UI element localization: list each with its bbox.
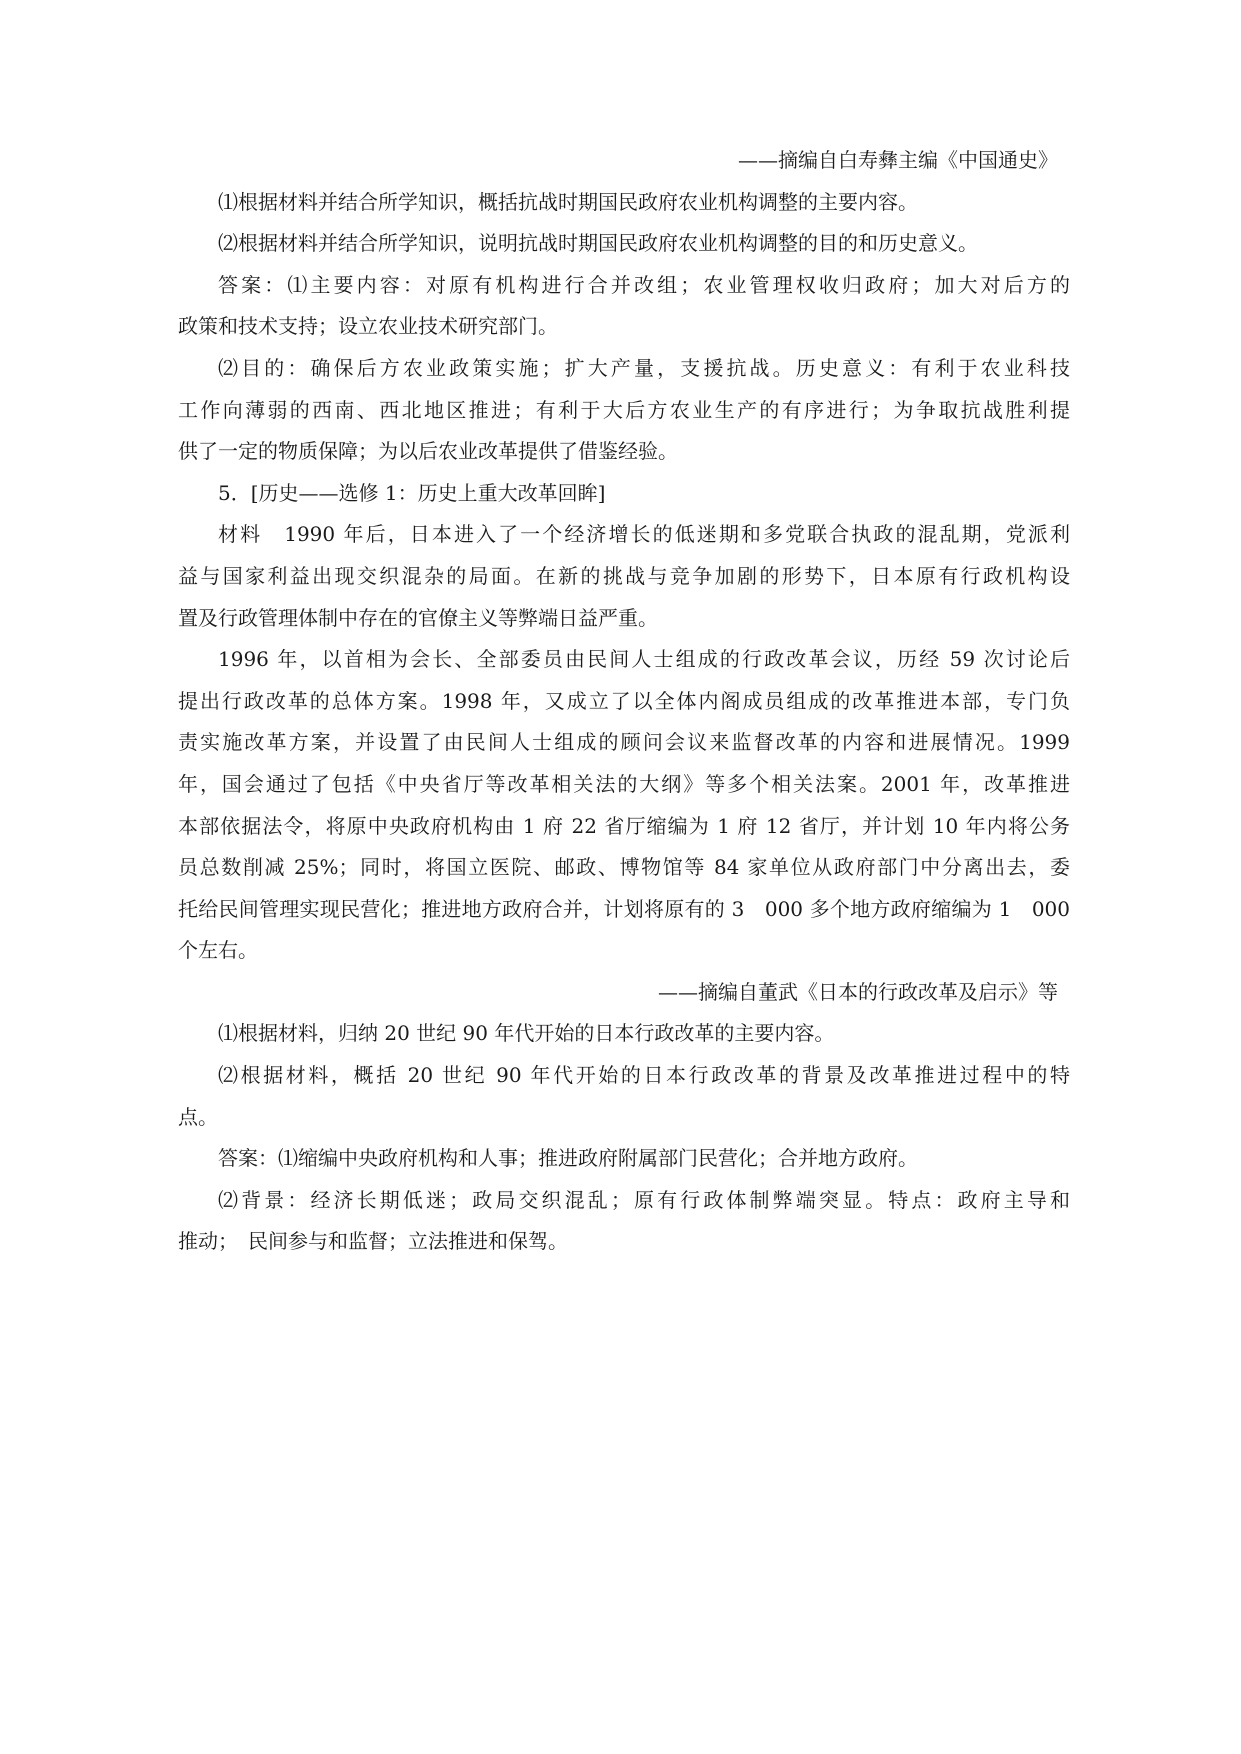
- text-line: ⑵根据材料并结合所学知识，说明抗战时期国民政府农业机构调整的目的和历史意义。: [218, 231, 978, 256]
- text-line: 答案：⑴主要内容：对原有机构进行合并改组；农业管理权收归政府；加大对后方的: [218, 272, 1070, 297]
- text-line: 政策和技术支持；设立农业技术研究部门。: [178, 314, 558, 339]
- text-line: 托给民间管理实现民营化；推进地方政府合并，计划将原有的 3 000 多个地方政府缩编为 1 000: [178, 896, 1070, 921]
- text-line: 益与国家利益出现交织混杂的局面。在新的挑战与竞争加剧的形势下，日本原有行政机构设: [178, 563, 1070, 588]
- text-line: ⑴根据材料，归纳 20 世纪 90 年代开始的日本行政改革的主要内容。: [218, 1021, 835, 1046]
- text-line: ⑵目的：确保后方农业政策实施；扩大产量，支援抗战。历史意义：有利于农业科技: [218, 355, 1070, 380]
- text-line: 供了一定的物质保障；为以后农业改革提供了借鉴经验。: [178, 439, 678, 464]
- text-line: ——摘编自白寿彝主编《中国通史》: [738, 148, 1058, 172]
- text-line: 1996 年，以首相为会长、全部委员由民间人士组成的行政改革会议，历经 59 次讨论后: [218, 647, 1070, 672]
- text-line: 推动； 民间参与和监督；立法推进和保驾。: [178, 1229, 568, 1254]
- text-line: ⑵背景：经济长期低迷；政局交织混乱；原有行政体制弊端突显。特点：政府主导和: [218, 1187, 1070, 1212]
- text-line: 员总数削减 25%；同时，将国立医院、邮政、博物馆等 84 家单位从政府部门中分离出去，委: [178, 855, 1070, 880]
- text-line: 点。: [178, 1104, 218, 1129]
- document-page: [178, 140, 1070, 1263]
- text-line: ⑵根据材料，概括 20 世纪 90 年代开始的日本行政改革的背景及改革推进过程中的特: [218, 1063, 1070, 1088]
- text-line: ⑴根据材料并结合所学知识，概括抗战时期国民政府农业机构调整的主要内容。: [218, 189, 918, 214]
- text-line: 答案：⑴缩编中央政府机构和人事；推进政府附属部门民营化；合并地方政府。: [218, 1146, 918, 1171]
- text-line: 5．[历史——选修 1：历史上重大改革回眸]: [218, 480, 606, 505]
- text-line: 个左右。: [178, 938, 258, 963]
- text-line: 提出行政改革的总体方案。1998 年，又成立了以全体内阁成员组成的改革推进本部，专门负: [178, 688, 1070, 713]
- text-line: 本部依据法令，将原中央政府机构由 1 府 22 省厅缩编为 1 府 12 省厅，并计划 10 年内将公务: [178, 813, 1070, 838]
- text-line: 工作向薄弱的西南、西北地区推进；有利于大后方农业生产的有序进行；为争取抗战胜利提: [178, 397, 1070, 422]
- text-line: 置及行政管理体制中存在的官僚主义等弊端日益严重。: [178, 605, 658, 630]
- text-line: ——摘编自董武《日本的行政改革及启示》等: [658, 979, 1058, 1004]
- text-line: 材料 1990 年后，日本进入了一个经济增长的低迷期和多党联合执政的混乱期，党派利: [218, 522, 1070, 547]
- text-line: 年，国会通过了包括《中央省厅等改革相关法的大纲》等多个相关法案。2001 年，改革推进: [178, 771, 1070, 796]
- text-line: 责实施改革方案，并设置了由民间人士组成的顾问会议来监督改革的内容和进展情况。1999: [178, 730, 1070, 755]
